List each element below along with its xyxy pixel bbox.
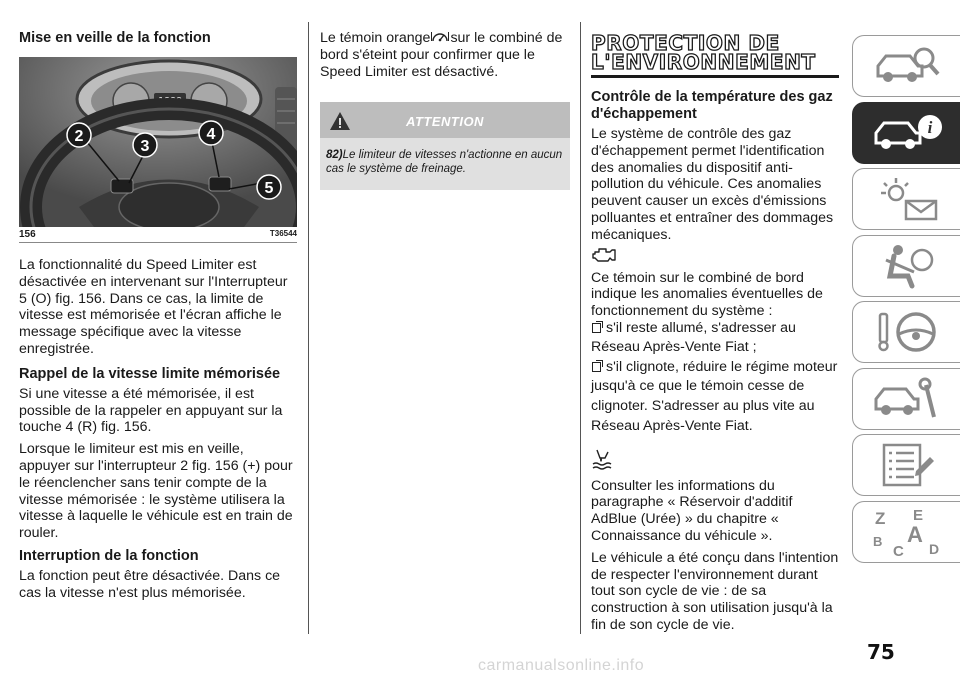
middle-column xyxy=(320,0,570,190)
figure-number: 156 xyxy=(19,229,36,240)
column-divider-2 xyxy=(580,22,581,634)
paragraph-temoin-combine: Ce témoin sur le combiné de bord indique les anomalies éventuelles de fonctionnement du système : xyxy=(591,269,823,320)
engine-warning-icon xyxy=(591,246,617,264)
figure-156 xyxy=(19,57,297,227)
title-underline xyxy=(591,75,839,78)
paragraph-consulter: Consulter les informations du paragraphe « Réservoir d'additif AdBlue (Urée) » du chapitre « Connaissance du véhicule ». xyxy=(591,477,793,544)
car-search-icon xyxy=(872,44,942,88)
tab-safety[interactable] xyxy=(852,235,960,297)
tab-car-search[interactable] xyxy=(852,35,960,97)
bullet-marker xyxy=(592,362,601,372)
figure-ref: T36544 xyxy=(269,229,297,238)
svg-text:E: E xyxy=(912,506,923,524)
airbag-passenger-icon xyxy=(872,242,942,290)
heading-rappel: Rappel de la vitesse limite mémorisée xyxy=(19,365,281,382)
paragraph-deactivation: La fonctionnalité du Speed Limiter est désactivée en intervenant sur l'Interrupteur 5 (O) fig. 156. Dans ce cas, la limite de vitesse est mémorisée et l'écran affiche le message spécifique avec la vitesse enregistrée. xyxy=(19,257,288,357)
specifications-list-icon xyxy=(872,441,942,489)
heading-controle-gaz: Contrôle de la température des gaz d'échappement xyxy=(591,89,833,122)
section-title: PROTECTION DE L'ENVIRONNEMENT xyxy=(591,31,816,74)
paragraph-temoin-orange: Le témoin orange sur le combiné de bord s'éteint pour confirmer que le Speed Limiter est désactivé. xyxy=(320,30,563,80)
watermark: carmanualsonline.info xyxy=(478,657,645,674)
svg-text:B: B xyxy=(872,533,882,549)
attention-title: ATTENTION xyxy=(406,114,484,130)
paragraph-environnement: Le véhicule a été conçu dans l'intention de respecter l'environnement durant tout son cycle de vie : de sa construction à son utilisation jusqu'à la fin de son cycle de vie. xyxy=(591,549,839,633)
bullet-reste-allume: s'il reste allumé, s'adresser au xyxy=(591,320,841,337)
svg-text:3: 3 xyxy=(140,138,150,155)
svg-text:A: A xyxy=(906,521,923,547)
svg-text:D: D xyxy=(928,540,939,557)
svg-text:Z: Z xyxy=(874,508,885,528)
column-divider-1 xyxy=(308,22,309,634)
warning-lights-mail-icon xyxy=(872,175,942,223)
callout-4 xyxy=(199,121,223,145)
svg-text:i: i xyxy=(927,117,932,137)
heading-mise-en-veille: Mise en veille de la fonction xyxy=(19,30,211,46)
tab-car-info[interactable] xyxy=(852,102,960,164)
alphabet-index-icon xyxy=(869,506,945,558)
heading-interruption: Interruption de la fonction xyxy=(19,547,199,564)
key-steering-wheel-icon xyxy=(872,308,942,356)
svg-text:C: C xyxy=(892,542,904,558)
steering-wheel-illustration xyxy=(19,57,297,227)
paragraph-reenclencher: Lorsque le limiteur est mis en veille, appuyer sur l'interrupteur 2 fig. 156 (+) pour le réenclencher sans tenir compte de la vitesse mémorisée : le système utilisera la vitesse à laquelle le véhicule est en train de rouler. xyxy=(19,441,293,542)
attention-header xyxy=(320,102,570,138)
figure-caption xyxy=(19,227,297,243)
tab-specifications[interactable] xyxy=(852,434,960,496)
callout-5 xyxy=(257,175,281,199)
svg-text:4: 4 xyxy=(206,126,216,143)
paragraph-rappel: Si une vitesse a été mémorisée, il est possible de la rappeler en appuyant sur la touche 4 (R) fig. 156. xyxy=(19,385,283,436)
car-info-icon xyxy=(870,111,944,155)
car-wrench-icon xyxy=(872,377,942,421)
attention-box xyxy=(320,102,570,190)
tab-service[interactable] xyxy=(852,368,960,430)
engine-icon-line xyxy=(591,246,841,266)
bullet-reste-allume-cont: Réseau Après-Vente Fiat ; xyxy=(591,338,757,355)
tab-index[interactable] xyxy=(852,501,960,563)
tab-warning-lights[interactable] xyxy=(852,168,960,230)
adblue-icon-line xyxy=(591,448,841,470)
right-column xyxy=(591,0,841,639)
bullet-clignote-cont: jusqu'à ce que le témoin cesse de clignoter. S'adresser au plus vite au Réseau Après-Vente Fiat. xyxy=(591,377,815,434)
cluster-display: 1888 xyxy=(157,96,183,107)
svg-text:5: 5 xyxy=(264,180,274,197)
bullet-marker xyxy=(592,323,601,333)
bullet-clignote: s'il clignote, réduire le régime moteur xyxy=(591,359,841,376)
paragraph-interruption: La fonction peut être désactivée. Dans ce cas la vitesse n'est plus mémorisée. xyxy=(19,567,281,601)
callout-3 xyxy=(133,133,157,157)
page-number: 75 xyxy=(867,640,895,664)
left-column xyxy=(19,0,297,607)
tab-driving[interactable] xyxy=(852,301,960,363)
paragraph-systeme-controle: Le système de contrôle des gaz d'échappement permet l'identification des anomalies du dispositif anti-pollution du véhicule. Ces anomalies peuvent causer un excès d'émissions polluantes et entraîner des dommages mécaniques. xyxy=(591,126,834,243)
chapter-tabs xyxy=(852,35,960,567)
speed-limiter-warning-icon xyxy=(431,30,449,43)
svg-text:2: 2 xyxy=(74,128,84,145)
attention-text: 82)Le limiteur de vitesses n'actionne en aucun cas le système de freinage. xyxy=(326,149,563,176)
callout-2 xyxy=(67,123,91,147)
adblue-level-icon xyxy=(591,448,613,470)
